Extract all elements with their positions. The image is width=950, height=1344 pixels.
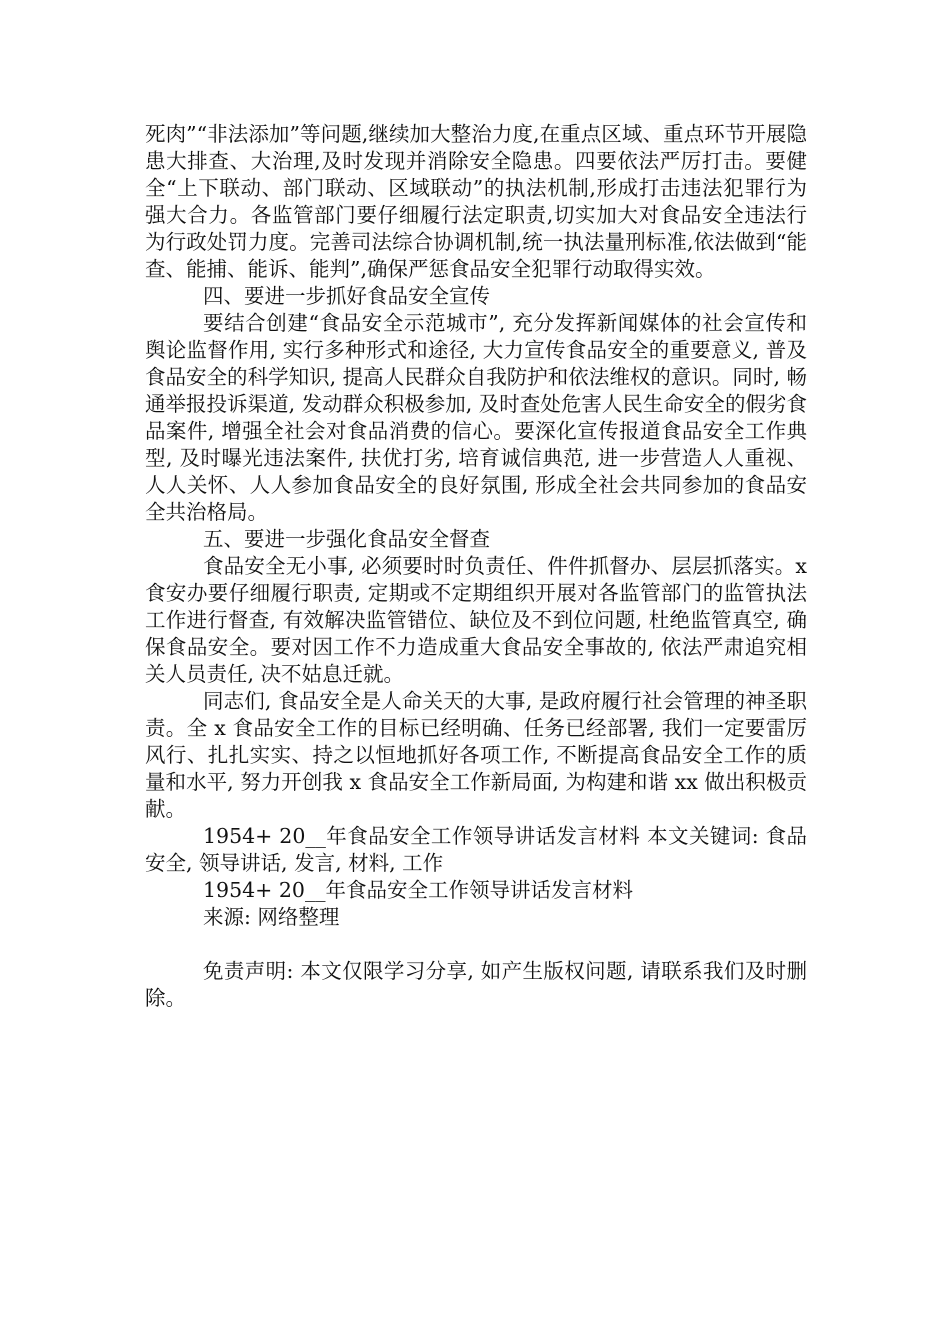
heading-section-five: 五、要进一步强化食品安全督查: [203, 527, 490, 551]
paragraph-keywords: 1954+ 20__年食品安全工作领导讲话发言材料 本文关键词: 食品安全, 领导讲话, 发言, 材料, 工作: [145, 824, 807, 875]
paragraph-supervision: 食品安全无小事, 必须要时时负责任、件件抓督办、层层抓落实。x 食安办要仔细履行职责, 定期或不定期组织开展对各监管部门的监管执法工作进行督查, 有效解决监管错位、缺位及不到位问题, 杜绝监管真空, 确保食品安全。要对因工作不力造成重大食品安全事故的, 依法严肃追究相关人员责任, 决不姑息迁就。: [145, 554, 807, 686]
blank-line: [145, 931, 807, 958]
paragraph-closing: 同志们, 食品安全是人命关天的大事, 是政府履行社会管理的神圣职责。全 x 食品安全工作的目标已经明确、任务已经部署, 我们一定要雷厉风行、扎扎实实、持之以恒地抓好各项工作, 不断提高食品安全工作的质量和水平, 努力开创我 x 食品安全工作新局面, 为构建和谐 xx 做出积极贡献。: [145, 689, 807, 821]
paragraph-title-repeat: 1954+ 20__年食品安全工作领导讲话发言材料: [203, 878, 633, 902]
heading-section-four: 四、要进一步抓好食品安全宣传: [203, 284, 490, 308]
paragraph-enforcement: 死肉”“非法添加”等问题,继续加大整治力度,在重点区域、重点环节开展隐患大排查、大治理,及时发现并消除安全隐患。四要依法严厉打击。要健全“上下联动、部门联动、区域联动”的执法机制,形成打击违法犯罪行为强大合力。各监管部门要仔细履行法定职责,切实加大对食品安全违法行为行政处罚力度。完善司法综合协调机制,统一执法量刑标准,依法做到“能查、能捕、能诉、能判”,确保严惩食品安全犯罪行动取得实效。: [145, 122, 807, 281]
document-page: [145, 121, 807, 1012]
paragraph-publicity: 要结合创建“食品安全示范城市”, 充分发挥新闻媒体的社会宣传和舆论监督作用, 实行多种形式和途径, 大力宣传食品安全的重要意义, 普及食品安全的科学知识, 提高人民群众自我防护和依法维权的意识。同时, 畅通举报投诉渠道, 发动群众积极参加, 及时查处危害人民生命安全的假劣食品案件, 增强全社会对食品消费的信心。要深化宣传报道食品安全工作典型, 及时曝光违法案件, 扶优打劣, 培育诚信典范, 进一步营造人人重视、人人关怀、人人参加食品安全的良好氛围, 形成全社会共同参加的食品安全共治格局。: [145, 311, 807, 524]
disclaimer: 免责声明: 本文仅限学习分享, 如产生版权问题, 请联系我们及时删除。: [145, 959, 807, 1010]
paragraph-source: 来源: 网络整理: [203, 905, 340, 929]
